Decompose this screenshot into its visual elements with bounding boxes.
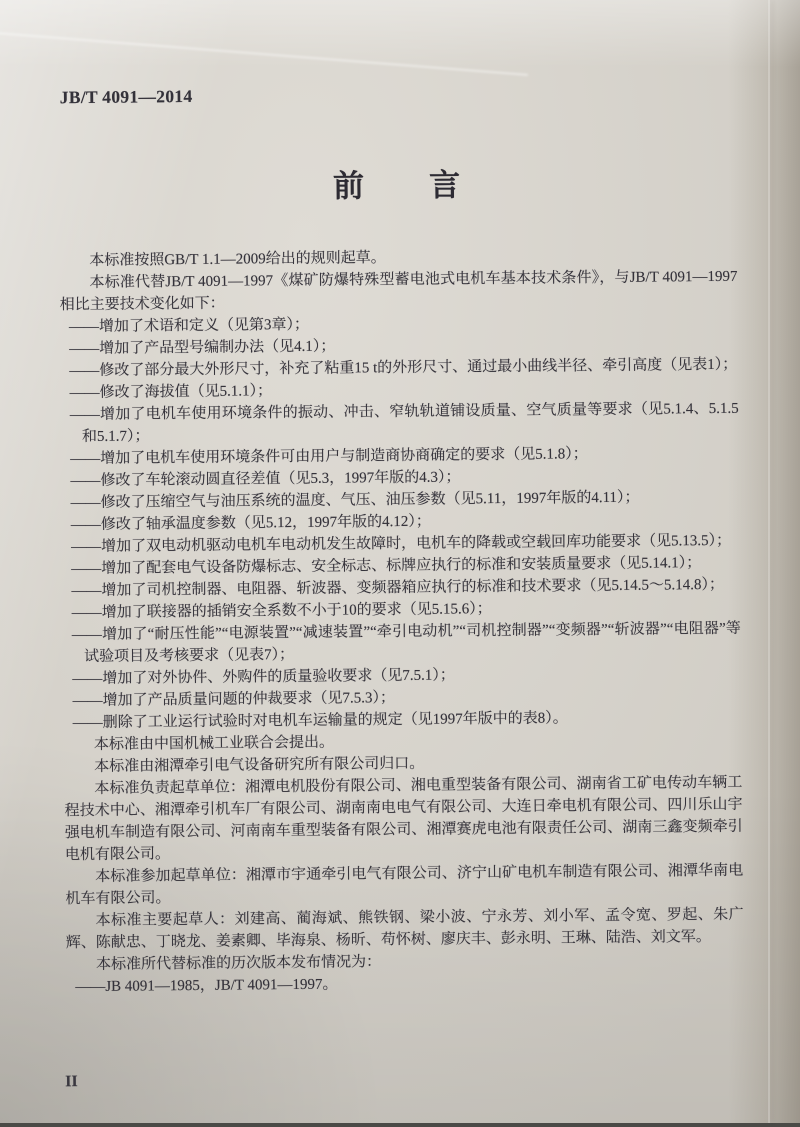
foreword-change-item: ——修改了车轮滚动圆直径差值（见5.3，1997年版的4.3）； (70, 469, 461, 490)
foreword-paragraph: 本标准按照GB/T 1.1—2009给出的规则起草。 (89, 250, 386, 269)
foreword-change-item: ——增加了术语和定义（见第3章）； (68, 316, 310, 336)
foreword-change-item: ——增加了司机控制器、电阻器、斩波器、变频器箱应执行的标准和技术要求（见5.14.5～5.14.8）； (71, 576, 725, 600)
foreword-change-item: ——修改了压缩空气与油压系统的温度、气压、油压参数（见5.11，1997年版的4.11）； (70, 489, 640, 512)
foreword-change-item: ——增加了电机车使用环境条件的振动、冲击、窄轨轨道铺设质量、空气质量等要求（见5.1.4、5.1.5和5.1.7）； (69, 400, 739, 446)
foreword-title: 前 言 (332, 167, 478, 204)
foreword-change-item: ——修改了轴承温度参数（见5.12，1997年版的4.12）； (70, 513, 431, 534)
foreword-paragraph: 本标准由中国机械工业联合会提出。 (93, 734, 335, 753)
foreword-change-item: ——增加了“耐压性能”“电源装置”“减速装置”“牵引电动机”“司机控制器”“变频器”“斩波器”“电阻器”等试验项目及考核要求（见表7）； (71, 620, 741, 666)
foreword-change-item: ——修改了海拔值（见5.1.1）； (69, 383, 273, 402)
foreword-change-item: ——增加了产品型号编制办法（见4.1）； (69, 338, 336, 358)
foreword-paragraph: 本标准代替JB/T 4091—1997《煤矿防爆特殊型蓄电池式电机车基本技术条件》，与JB/T 4091—1997相比主要技术变化如下： (59, 268, 738, 314)
foreword-paragraph: 本标准所代替标准的历次版本发布情况为： (95, 954, 382, 973)
foreword-body (59, 244, 744, 998)
standard-number: JB/T 4091—2014 (59, 85, 193, 108)
foreword-paragraph: 本标准参加起草单位：湘潭市宇通牵引电气有限公司、济宁山矿电机车制造有限公司、湘潭华南电机车有限公司。 (65, 862, 744, 908)
page-number: II (65, 1073, 78, 1091)
foreword-change-item: ——增加了对外协件、外购件的质量验收要求（见7.5.1）； (72, 667, 455, 688)
foreword-history-item: ——JB 4091—1985，JB/T 4091—1997。 (75, 976, 338, 996)
foreword-change-item: ——增加了双电动机驱动电机车电动机发生故障时，电机车的降载或空载回库功能要求（见5.13.5）； (70, 532, 732, 556)
foreword-change-item: ——增加了产品质量问题的仲裁要求（见7.5.3）； (72, 690, 396, 710)
foreword-paragraph: 本标准负责起草单位：湘潭电机股份有限公司、湘电重型装备有限公司、湖南省工矿电传动车辆工程技术中心、湘潭牵引机车厂有限公司、湖南南电电气有限公司、大连日牵电机有限公司、四川乐山宇强电机车制造有限公司、河南南车重型装备有限公司、湘潭赛虎电池有限责任公司、湖南三鑫变频牵引电机有限公司。 (64, 774, 743, 864)
foreword-paragraph: 本标准由湘潭牵引电气设备研究所有限公司归口。 (94, 755, 425, 775)
foreword-change-item: ——增加了配套电气设备防爆标志、安全标志、标牌应执行的标准和安装质量要求（见5.14.1）； (71, 555, 702, 578)
foreword-change-item: ——增加了电机车使用环境条件可由用户与制造商协商确定的要求（见5.1.8）； (70, 446, 588, 468)
foreword-change-item: ——增加了联接器的插销安全系数不小于10的要求（见5.15.6）； (71, 601, 492, 622)
foreword-change-item: ——修改了部分最大外形尺寸，补充了粘重15 t的外形尺寸、通过最小曲线半径、牵引高度（见表1）； (69, 356, 738, 380)
foreword-paragraph: 本标准主要起草人：刘建高、蔺海斌、熊铁钢、梁小波、宁永芳、刘小军、孟令宽、罗起、朱广辉、陈献忠、丁晓龙、姜素卿、毕海泉、杨昕、苟怀树、廖庆丰、彭永明、王琳、陆浩、刘文军。 (65, 906, 744, 952)
foreword-change-item: ——删除了工业运行试验时对电机车运输量的规定（见1997年版中的表8）。 (72, 710, 568, 732)
